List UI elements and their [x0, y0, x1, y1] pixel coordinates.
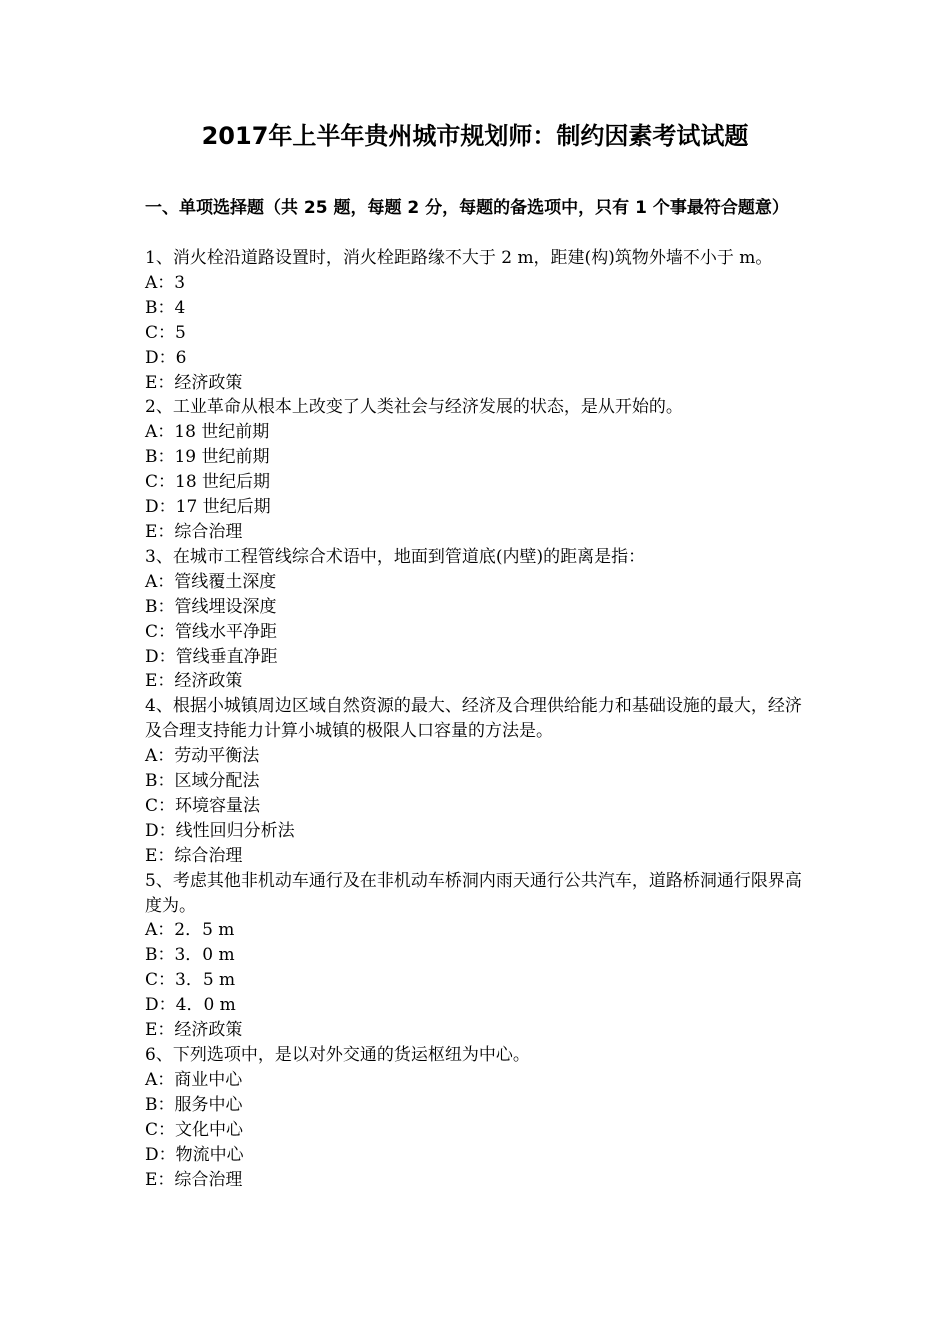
option-b: B：19 世纪前期 — [145, 447, 270, 468]
option-b: B：3．0 m — [145, 945, 235, 966]
option-a: A：管线覆土深度 — [145, 571, 277, 592]
option-a: A：劳动平衡法 — [145, 746, 260, 767]
option-c: C：文化中心 — [145, 1119, 244, 1140]
question-item — [145, 545, 810, 694]
option-b: B：4 — [145, 297, 186, 318]
document-title: 2017年上半年贵州城市规划师：制约因素考试试题 — [201, 122, 749, 150]
option-e: E：综合治理 — [145, 1169, 243, 1190]
question-item — [145, 1043, 810, 1192]
option-d: D：线性回归分析法 — [145, 820, 295, 841]
question-text: 5、考虑其他非机动车通行及在非机动车桥洞内雨天通行公共汽车，道路桥洞通行限界高度为。 — [145, 870, 802, 916]
option-a: A：2．5 m — [145, 920, 235, 941]
option-d: D：物流中心 — [145, 1144, 244, 1165]
section-heading: 一、单项选择题（共 25 题，每题 2 分，每题的备选项中，只有 1 个事最符合题意） — [145, 198, 789, 218]
question-text: 1、消火栓沿道路设置时，消火栓距路缘不大于 2 m，距建(构)筑物外墙不小于 m。 — [145, 248, 773, 268]
question-list — [145, 246, 810, 1192]
option-c: C：5 — [145, 322, 186, 343]
question-text: 6、下列选项中，是以对外交通的货运枢纽为中心。 — [145, 1045, 530, 1065]
option-e: E：综合治理 — [145, 521, 243, 542]
option-c: C：3．5 m — [145, 970, 236, 991]
option-c: C：环境容量法 — [145, 795, 261, 816]
option-b: B：区域分配法 — [145, 771, 260, 792]
question-item — [145, 869, 810, 1043]
option-c: C：管线水平净距 — [145, 621, 278, 642]
question-item — [145, 694, 810, 868]
option-e: E：经济政策 — [145, 1020, 243, 1041]
option-d: D：4．0 m — [145, 995, 236, 1016]
question-text: 2、工业革命从根本上改变了人类社会与经济发展的状态，是从开始的。 — [145, 397, 683, 418]
question-item — [145, 395, 810, 544]
question-text: 4、根据小城镇周边区域自然资源的最大、经济及合理供给能力和基础设施的最大，经济及合理支持能力计算小城镇的极限人口容量的方法是。 — [145, 696, 802, 742]
question-text: 3、在城市工程管线综合术语中，地面到管道底(内壁)的距离是指： — [145, 546, 646, 567]
option-e: E：经济政策 — [145, 671, 243, 692]
option-e: E：综合治理 — [145, 845, 243, 866]
option-d: D：6 — [145, 347, 187, 368]
option-d: D：17 世纪后期 — [145, 497, 271, 518]
option-b: B：服务中心 — [145, 1094, 243, 1115]
option-e: E：经济政策 — [145, 372, 243, 393]
option-a: A：18 世纪前期 — [145, 422, 270, 443]
option-a: A：商业中心 — [145, 1069, 243, 1090]
option-c: C：18 世纪后期 — [145, 472, 271, 493]
option-a: A：3 — [145, 272, 186, 293]
option-b: B：管线埋设深度 — [145, 596, 277, 617]
question-item — [145, 246, 810, 395]
option-d: D：管线垂直净距 — [145, 646, 278, 667]
